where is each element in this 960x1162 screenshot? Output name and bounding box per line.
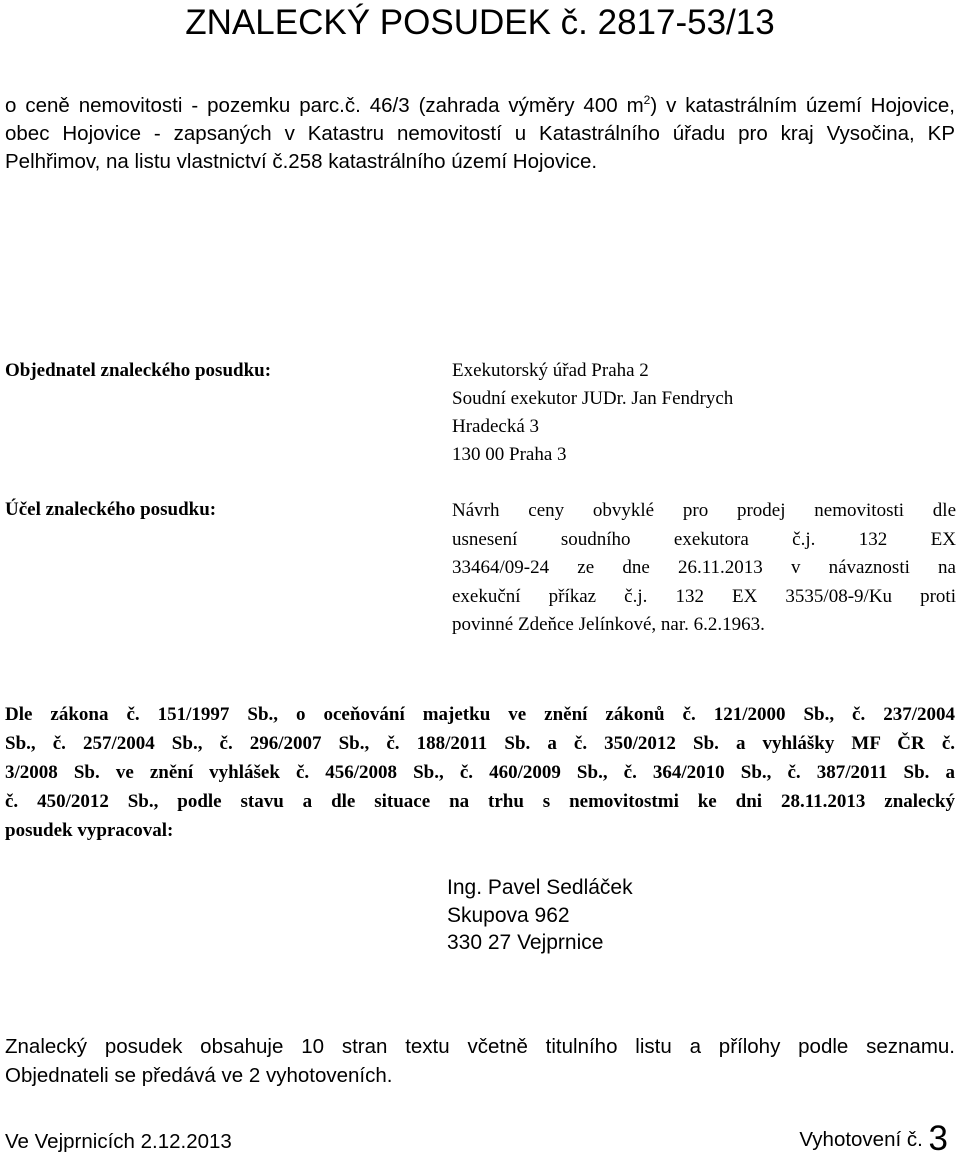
subject-paragraph <box>5 92 955 176</box>
purpose-line: exekuční příkaz č.j. 132 EX 3535/08-9/Ku proti <box>452 585 956 607</box>
legal-basis-line: Sb., č. 257/2004 Sb., č. 296/2007 Sb., č. 188/2011 Sb. a č. 350/2012 Sb. a vyhlášky MF ČR č. <box>5 733 955 754</box>
expert-address <box>447 874 633 957</box>
subject-text-part2: ) v katastrálním území Hojovice, obec Hojovice - zapsaných v Katastru nemovitostí u Katastrálního úřadu pro kraj Vysočina, KP Pelhřimov, na listu vlastnictví č.258 katastrálního území Hojovice. <box>5 94 955 173</box>
client-line: Exekutorský úřad Praha 2 <box>452 360 649 381</box>
legal-basis-line: č. 450/2012 Sb., podle stavu a dle situace na trhu s nemovitostmi ke dni 28.11.2013 znalecký <box>5 791 955 812</box>
client-line: 130 00 Praha 3 <box>452 444 567 465</box>
legal-basis-line: posudek vypracoval: <box>5 820 174 841</box>
client-line: Hradecká 3 <box>452 416 540 437</box>
pages-note <box>5 1032 955 1090</box>
purpose-line: povinné Zdeňce Jelínkové, nar. 6.2.1963. <box>452 614 765 635</box>
expert-street: Skupova 962 <box>447 903 570 927</box>
purpose-line: 33464/09-24 ze dne 26.11.2013 v návaznosti na <box>452 557 956 578</box>
copy-number-value: 3 <box>928 1119 948 1158</box>
purpose-block <box>452 497 956 640</box>
subject-text-part1: o ceně nemovitosti - pozemku parc.č. 46/3 (zahrada výměry 400 m <box>5 94 644 117</box>
purpose-label: Účel znaleckého posudku: <box>5 499 217 520</box>
copy-number <box>799 1119 948 1158</box>
purpose-line: Návrh ceny obvyklé pro prodej nemovitosti dle <box>452 500 956 521</box>
pages-note-line2: Objednateli se předává ve 2 vyhotoveních. <box>5 1064 393 1087</box>
client-block <box>452 357 956 469</box>
copy-label: Vyhotovení č. <box>799 1128 923 1151</box>
client-label: Objednatel znaleckého posudku: <box>5 360 272 381</box>
legal-basis-line: Dle zákona č. 151/1997 Sb., o oceňování majetku ve znění zákonů č. 121/2000 Sb., č. 237/2004 <box>5 704 955 725</box>
expert-name: Ing. Pavel Sedláček <box>447 876 633 899</box>
legal-basis-paragraph <box>5 700 955 845</box>
subject-superscript: 2 <box>643 93 651 108</box>
document-title: ZNALECKÝ POSUDEK č. 2817-53/13 <box>185 3 775 42</box>
legal-basis-line: 3/2008 Sb. ve znění vyhlášek č. 456/2008 Sb., č. 460/2009 Sb., č. 364/2010 Sb., č. 387/2011 Sb. a <box>5 762 955 783</box>
client-line: Soudní exekutor JUDr. Jan Fendrych <box>452 388 734 409</box>
expert-city: 330 27 Vejprnice <box>447 931 604 954</box>
place-date: Ve Vejprnicích 2.12.2013 <box>5 1130 232 1153</box>
purpose-line: usnesení soudního exekutora č.j. 132 EX <box>452 528 956 550</box>
pages-note-line1: Znalecký posudek obsahuje 10 stran textu včetně titulního listu a přílohy podle seznamu. <box>5 1035 955 1058</box>
